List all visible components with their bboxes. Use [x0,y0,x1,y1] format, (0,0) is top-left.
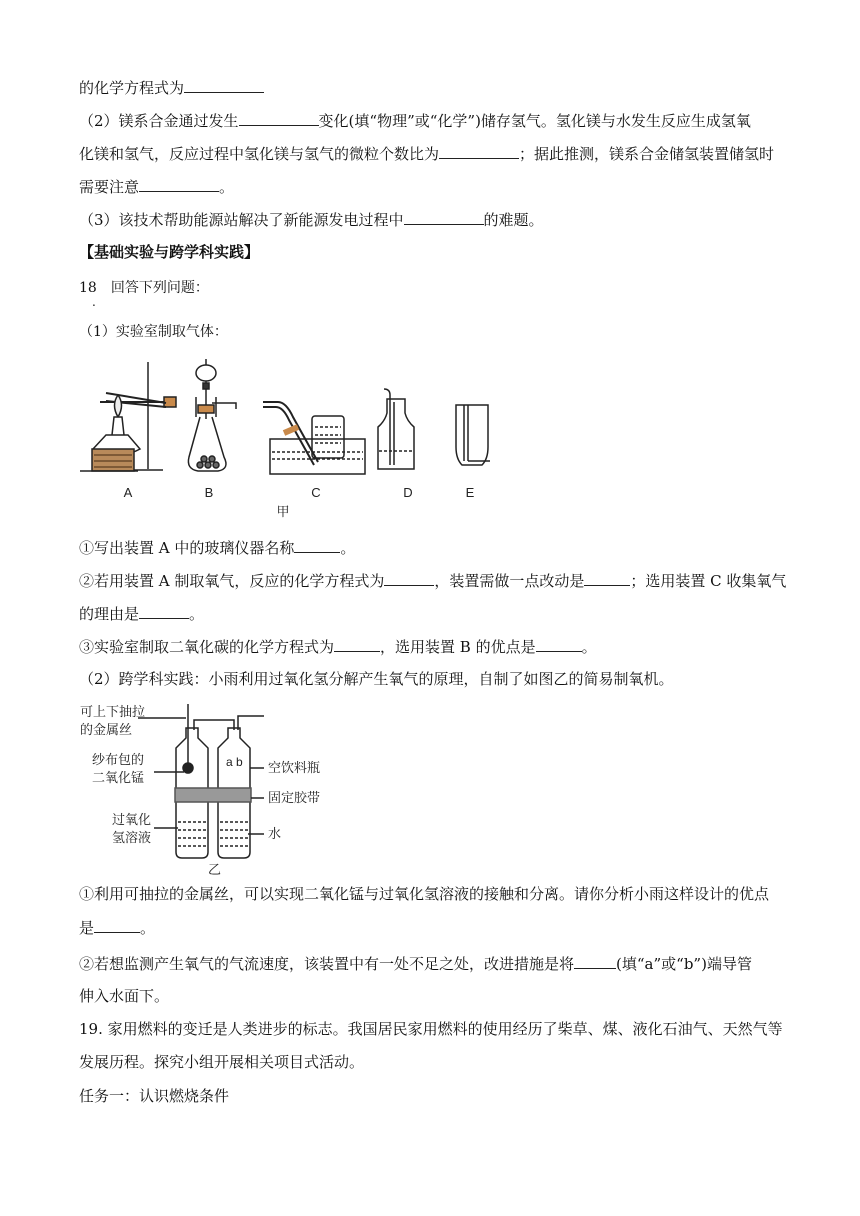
item-j1-cont [79,916,155,939]
label-d: D [403,485,413,500]
item-j2-cont: 伸入水面下。 [79,987,170,1005]
text-line-1 [79,76,264,99]
line-text: ②若用装置 A 制取氧气，反应的化学方程式为 [79,572,385,590]
section-heading: 【基础实验与跨学科实践】 [79,243,260,261]
answer-blank[interactable] [574,952,616,969]
label-water: 水 [268,826,282,841]
part-2-heading: （2）跨学科实践：小雨利用过氧化氢分解产生氧气的原理，自制了如图乙的简易制氧机。 [79,670,674,688]
answer-blank[interactable] [334,635,380,652]
text-line-5 [79,208,544,231]
line-text: 变化(填“物理”或“化学”)储存氢气。氢化镁与水发生反应生成氢氧 [318,112,751,130]
item-j2 [79,952,752,975]
label-h2o2-1: 过氧化 [112,812,152,827]
line-text: 的理由是 [79,605,140,623]
text-line-4 [79,175,234,198]
label-tape: 固定胶带 [268,790,321,805]
label-mno2-2: 二氧化锰 [92,770,145,785]
answer-blank[interactable] [439,142,519,159]
line-text: ①写出装置 A 中的玻璃仪器名称 [79,539,295,557]
figure-yi [78,700,378,878]
part-1-heading: （1）实验室制取气体： [79,324,228,340]
line-text: （3）该技术帮助能源站解决了新能源发电过程中 [79,211,404,229]
line-text: 的难题。 [483,211,544,229]
answer-blank[interactable] [294,536,340,553]
answer-blank[interactable] [239,109,319,126]
label-ab: a b [226,755,243,769]
line-text: ；据此推测，镁系合金储氢装置储氢时 [519,145,775,163]
item-3 [79,635,597,658]
answer-blank[interactable] [384,569,434,586]
answer-blank[interactable] [536,635,582,652]
label-wire-2: 的金属丝 [80,722,133,737]
text-line-2 [79,109,751,132]
separatory-funnel-icon [196,365,216,381]
label-b: B [204,485,214,500]
water-trough-icon [270,439,365,474]
line-text: （2）镁系合金通过发生 [79,112,239,130]
question-18: 18 回答下列问题： [79,280,209,296]
answer-blank[interactable] [184,76,264,93]
figure-jia [78,357,508,522]
item-2-cont [79,602,204,625]
line-text: ③实验室制取二氧化碳的化学方程式为 [79,638,335,656]
line-text: 是 [79,919,95,937]
line-text: 需要注意 [79,178,140,196]
gas-bottle-e-icon [456,405,488,465]
label-e: E [465,485,475,500]
answer-blank[interactable] [94,916,140,933]
item-2 [79,569,786,592]
line-text: ；选用装置 C 收集氧气 [630,572,787,590]
label-mno2-1: 纱布包的 [92,752,145,767]
question-19-cont: 发展历程。探究小组开展相关项目式活动。 [79,1053,365,1071]
task-1: 任务一：认识燃烧条件 [79,1087,230,1105]
line-text: 。 [189,605,205,623]
answer-blank[interactable] [139,602,189,619]
question-19: 19. 家用燃料的变迁是人类进步的标志。我国居民家用燃料的使用经历了柴草、煤、液化石油气、天然气等 [79,1020,783,1038]
line-text: 。 [340,539,356,557]
line-text: 。 [581,638,597,656]
label-c: C [311,485,321,500]
item-j1: ①利用可抽拉的金属丝，可以实现二氧化锰与过氧化氢溶液的接触和分离。请你分析小雨这样设计的优点 [79,885,770,903]
line-text: ，选用装置 B 的优点是 [380,638,536,656]
line-text: 的化学方程式为 [79,79,185,97]
answer-blank[interactable] [139,175,219,192]
label-bottle: 空饮料瓶 [268,760,321,775]
answer-blank[interactable] [404,208,484,225]
gas-bottle-d-icon [378,399,414,469]
line-text: ②若想监测产生氧气的气流速度，该装置中有一处不足之处，改进措施是将 [79,955,575,973]
line-text: ，装置需做一点改动是 [434,572,585,590]
tape-icon [175,788,251,802]
line-text: 。 [219,178,235,196]
label-h2o2-2: 氢溶液 [112,830,152,845]
label-a: A [123,485,133,500]
label-wire-1: 可上下抽拉 [80,704,146,719]
figure-yi-caption: 乙 [208,862,222,877]
figure-jia-caption: 甲 [276,504,290,519]
line-text: (填“a”或“b”)端导管 [616,955,752,973]
question-18-dot: . [92,295,96,309]
item-1 [79,536,355,559]
answer-blank[interactable] [584,569,630,586]
line-text: 化镁和氢气，反应过程中氢化镁与氢气的微粒个数比为 [79,145,440,163]
text-line-3 [79,142,774,165]
line-text: 。 [140,919,156,937]
